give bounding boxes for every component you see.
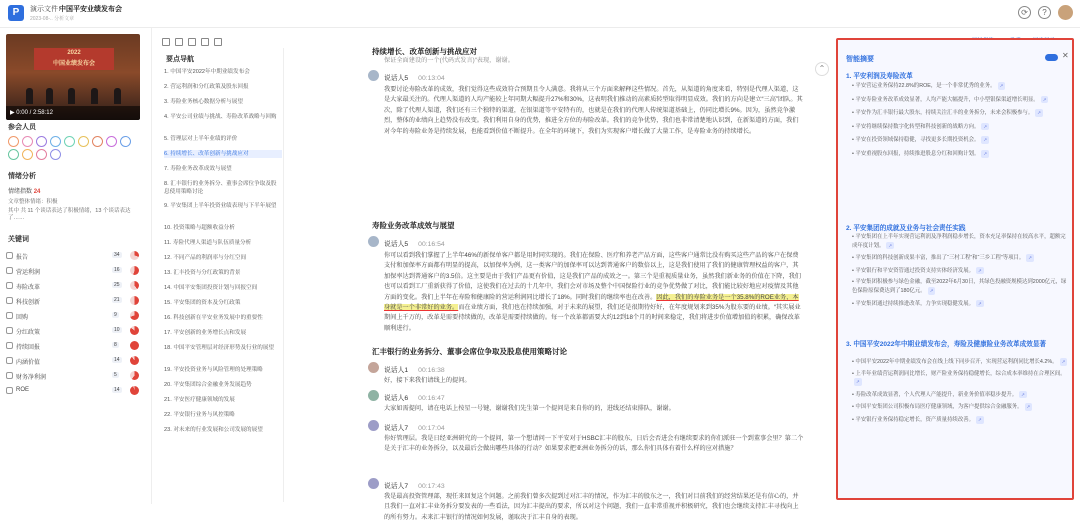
summary-item: • 平安营运业务保持22.8%的ROE，是一个非常优秀的业务。 ↗	[852, 83, 1004, 89]
keyword-item[interactable]	[6, 385, 144, 398]
summary-list	[852, 82, 1068, 164]
source-tag[interactable]: ↗	[929, 287, 934, 293]
keyword-label: 财务净利润	[16, 375, 47, 381]
close-icon[interactable]: ✕	[1062, 51, 1069, 60]
source-tag[interactable]: ↗	[1026, 404, 1031, 410]
outline-item[interactable]: 13. 汇丰投资与分红政策的背景	[164, 270, 241, 276]
keyword-count: 21	[114, 297, 120, 303]
keyword-icon	[6, 342, 13, 349]
outline-item[interactable]: 20. 平安集团综合金融业务发展趋势	[164, 382, 252, 388]
speaker-avatar	[368, 362, 379, 373]
participant-avatar[interactable]	[106, 136, 117, 147]
participant-avatar[interactable]	[120, 136, 131, 147]
sentiment-text: 文章整体情绪：积极	[8, 199, 58, 205]
sentiment-pie	[130, 356, 139, 365]
sentiment-pie	[130, 326, 139, 335]
outline-item[interactable]: 22. 平安银行业务与风控策略	[164, 412, 235, 418]
sentiment-pie	[130, 371, 139, 380]
summary-item: • 上半年业绩营运利润同比增长，财产险业务保持稳健增长，综合成本率维持在合理区间。↗	[852, 370, 1066, 385]
source-tag[interactable]: ↗	[1042, 96, 1047, 102]
summary-item: • 寿险改革成效显著，个人代理人产能提升，新业务价值率稳步提升。 ↗	[852, 391, 1025, 398]
outline-item[interactable]: 9. 平安集团上半年投资业绩表现与下半年展望	[164, 203, 277, 209]
keyword-icon	[6, 357, 13, 364]
outline-item[interactable]: 21. 平安医疗健康领域的发展	[164, 397, 235, 403]
keyword-item[interactable]	[6, 325, 144, 338]
user-avatar[interactable]	[1058, 5, 1073, 20]
keyword-icon	[6, 327, 13, 334]
outline-title: 要点导航	[166, 56, 194, 63]
video-person	[91, 88, 98, 104]
source-tag[interactable]: ↗	[983, 123, 988, 129]
summary-item: • 平安集团的科技创新成果丰富，推出了“三村工程”和“三乡工程”等项目。 ↗	[852, 255, 1033, 262]
speaker-avatar	[368, 236, 379, 247]
video-person	[68, 88, 75, 104]
summary-section-title: 3. 中国平安2022年中期业绩发布会，寿险及健康险业务改革成效显著	[846, 341, 1047, 348]
paragraph: 你好管理层。我是日经亚洲研究的一个提问，第一个想请问一下平安对于HSBC汇丰的股东，日后会否进会有继续要求的你们派驻一个到董事会里？第二个是关于汇丰的业务拆分，以及最后会做出哪些具体的行动？如果要求把亚洲业务拆分的话，那么你们具体有着什么样的应对措施？	[384, 435, 804, 453]
participant-avatar[interactable]	[78, 136, 89, 147]
top-bar	[0, 0, 1080, 28]
summary-section-title: 2. 平安集团的成就及业务与社会责任实践	[846, 225, 966, 232]
source-tag[interactable]: ↗	[983, 150, 988, 156]
speaker-label[interactable]: 说话人7 00:17:43	[384, 483, 445, 490]
keyword-count: 9	[114, 312, 117, 318]
source-tag[interactable]: ↗	[888, 242, 893, 248]
highlighted-text: 因此，我们的寿险业务是一个35.8%的ROE业务，本身就是一个非常好的业务。	[384, 293, 799, 312]
keyword-icon	[6, 267, 13, 274]
keyword-count: 14	[114, 357, 120, 363]
outline-item[interactable]: 7. 寿险业务改革成效与展望	[164, 166, 232, 172]
participant-avatar[interactable]	[8, 149, 19, 160]
keyword-count: 16	[114, 267, 120, 273]
outline-item[interactable]: 18. 中国平安管理层对经济形势及行业的展望	[164, 345, 275, 351]
keyword-count: 5	[114, 372, 117, 378]
keyword-item[interactable]	[6, 295, 144, 308]
summary-title: 智能摘要	[846, 56, 874, 63]
export-icon[interactable]	[214, 38, 222, 46]
speaker-label[interactable]: 说话人6 00:16:47	[384, 395, 445, 402]
speaker-label[interactable]: 说话人7 00:17:04	[384, 425, 445, 432]
speaker-avatar	[368, 390, 379, 401]
doc-title: 中国平安业绩发布会	[59, 6, 122, 13]
sentiment-title: 情绪分析	[8, 173, 36, 180]
paragraph: 我是最高投资管理部，现任来回复这个问题。之前我们曾多次提到过对汇丰的情况，作为汇丰的股东之一，我们对目前我们的经营结果还是有信心的，并且我们一直对汇丰业务拆分要发表的一些看法，因为汇丰提出的要求，所以对这个问题，我们一直非常重视并积极研究，我们也会继续支持汇丰寻找向上的所有努力。未来汇丰银行的情况如何发展，谨取决于汇丰自身的表现。	[384, 493, 799, 521]
keyword-label: 营运利润	[16, 270, 41, 276]
app-logo: P	[8, 5, 24, 21]
summary-item: • 平安将继续保持数字化转型和科技创新的战略方向。 ↗	[852, 123, 988, 130]
keyword-count: 34	[114, 252, 120, 258]
source-tag[interactable]: ↗	[978, 300, 982, 306]
keyword-label: 寿险改革	[16, 285, 41, 291]
paragraph: 好，接下来我们请线上的提问。	[384, 377, 471, 384]
outline-item[interactable]: 10. 投资策略与超额收益分析	[164, 225, 235, 231]
outline-item[interactable]: 6. 持续增长、改革创新与挑战应对	[164, 150, 282, 158]
keyword-label: 回购	[16, 315, 29, 321]
source-tag[interactable]: ↗	[978, 416, 982, 422]
paragraph: 你可以看到我们掌握了上半年46%的新保单客户都是用时同实现的。我们在保险、医疗和养老产品方面，这些客户通常比没有购买这些产品的客户在保费支付和加保率方面都有明显的提高，以加保率为例，这一类客户的加保率可以达到普通客户的数倍以上，这是我们使用了我们的健康管理权益的客户，其加保率达到普通客户的3.5倍。这主要是由于我们产品更有价值，这是我们产品的成效之一。第三个是重视质量业务，虽然我们新业务的价值在下降，我们也可以看到工厂重新获得了价值，这使我们在过去的十几年中，我们会对市场及整个中国保险行业的竞争优势做了对比，我们能比较好地应对疫情及其他方面的变化。我们上半年在寿险和健康险的营运利润同比增长了18%。同时我们的继续率也在改善。因此，我们的寿险业务是一个35.8%的ROE业务，本身就是一个非常好的业务。而在业绩方面，我们也在持续加强，对于未来的展望，我们还是很期待好好，在年度规划来到35%为股东要的业绩。“其实展业期间上千万的，改革是需要持续做的，改革是需要持续做的。每一个改革都需要大约12到18个月的时间来稳定，我们将进步价值增加值的积累，确保改革顺利进行。	[384, 252, 801, 332]
summary-item: • 平安集团通过持续推进改革，力争实现稳健发展。 ↗	[852, 300, 982, 307]
summary-item: • 平安重视股东回报，持续推进股息分红和回购计划。 ↗	[852, 150, 988, 157]
doc-meta: 2023-08-.. 分析文章	[30, 16, 75, 22]
toolbar	[162, 33, 262, 45]
keyword-icon	[6, 387, 13, 394]
video-person	[46, 88, 53, 104]
keyword-icon	[6, 282, 13, 289]
summary-list	[852, 234, 1068, 312]
outline-item[interactable]: 3. 寿险业务核心数据分析与展望	[164, 99, 243, 105]
keyword-item[interactable]	[6, 265, 144, 278]
source-tag[interactable]: ↗	[1028, 255, 1033, 261]
keyword-icon	[6, 252, 13, 259]
keyword-count: 25	[114, 282, 120, 288]
source-tag[interactable]: ↗	[983, 137, 988, 143]
participant-avatar[interactable]	[50, 149, 61, 160]
participant-avatar[interactable]	[36, 136, 47, 147]
speaker-label[interactable]: 说话人5 00:16:54	[384, 241, 445, 248]
participant-avatar[interactable]	[8, 136, 19, 147]
video-person	[114, 88, 121, 104]
summary-item: • 平安在投资领域保持稳健，寻找更多长期投资机会。 ↗	[852, 137, 988, 144]
outline-item[interactable]: 23. 对未来的行业发展和公司发展的展望	[164, 427, 263, 433]
source-tag[interactable]: ↗	[1021, 391, 1025, 397]
keyword-label: ROE	[16, 387, 30, 393]
sentiment-detail: 其中 共 11 个谈话表达了积极情绪，13 个谈话表达了……	[8, 208, 131, 221]
summary-item: • 平安集团积极参与绿色金融，截至2022年6月30日，其绿色投融资规模达到2000亿元，绿色保险原保费达到了180亿元。 ↗	[852, 279, 1067, 294]
keyword-item[interactable]	[6, 310, 144, 323]
left-panel	[0, 28, 152, 504]
collapse-icon[interactable]: ⌃	[815, 62, 829, 76]
summary-item: • 平安银行和平安资管通过投资支持实体经济发展。 ↗	[852, 267, 982, 274]
sentiment-pie	[130, 296, 139, 305]
keyword-icon	[6, 312, 13, 319]
participant-avatar[interactable]	[22, 149, 33, 160]
outline-panel	[158, 48, 284, 502]
source-tag[interactable]: ↗	[1061, 359, 1066, 364]
outline-item[interactable]: 14. 中国平安集团投资计划与回报空间	[164, 285, 258, 291]
section-title: 持续增长、改革创新与挑战应对	[372, 47, 477, 56]
keyword-item[interactable]	[6, 370, 144, 383]
keyword-icon	[6, 372, 13, 379]
sentiment-pie	[130, 386, 139, 395]
summary-panel	[836, 38, 1074, 500]
speaker-avatar	[368, 70, 379, 81]
sentiment-index: 情绪指数 24	[8, 189, 41, 195]
sentiment-pie	[130, 251, 139, 260]
paragraph: 我要讨论寿险改革的成效，我们觉得这些成效符合预期且令人满意。我将从三个方面来解释这些情况。首先，从渠道的角度来看，特别是代理人渠道，这是大家最关注的。代理人渠道的人均产能较上年同期大幅提升27%和30%，这表明我们推动的高素质转型取得明显成效。我们的方向是建立“三高”团队。其次，除了代理人渠道，我们还有三个独特的渠道，在银渠道等平安特有的，也就是在我们的代理人传统渠道基础上，仍同比增长9%。因为，虽然竞争激烈，整体的业绩向上趋势没有改变。我们利用自身的优势，推进全方位的寿险改革。我们的竞争优势，我们也非常清楚地认识到，在新渠道的方面，我们对今年的寿险业务是持续发展，也能看到价值不断提升。在全年的环境下，我们为实现客户增长做了大量工作，是寿险业务的持续增长。	[384, 86, 803, 135]
summary-section-title: 1. 平安利润及寿险改革	[846, 73, 913, 80]
speaker-avatar	[368, 420, 379, 431]
section-title: 寿险业务改革成效与展望	[372, 221, 455, 230]
doc-icon[interactable]	[201, 38, 209, 46]
video-player[interactable]	[6, 34, 140, 120]
outline-item[interactable]: 4. 平安公司业绩与挑战、寿险改革战略与回购	[164, 114, 277, 120]
video-time: 0:00 / 2:58:12	[16, 110, 53, 116]
keyword-count: 8	[114, 342, 117, 348]
outline-item[interactable]: 2. 营运利润和分红政策及股东回报	[164, 84, 249, 90]
summary-item: • 中国平安2022年中期业绩发布会在线上线下同步召开，实现营运利润同比增长4.2%。 ↗	[852, 359, 1066, 365]
outline-item[interactable]: 15. 平安集团的资本及分红政策	[164, 300, 241, 306]
participant-avatar[interactable]	[50, 136, 61, 147]
outline-item[interactable]: 17. 平安创新的业务增长点和发展	[164, 330, 247, 336]
summary-item: • 平安作为汇丰银行最大股东，持续关注汇丰的业务拆分，未来会积极参与。 ↗	[852, 110, 1042, 117]
outline-item[interactable]: 1. 中国平安2022年中期业绩发布会	[164, 69, 250, 75]
participant-avatar[interactable]	[64, 136, 75, 147]
participant-avatar[interactable]	[92, 136, 103, 147]
grid-icon[interactable]	[188, 38, 196, 46]
keyword-label: 内涵价值	[16, 360, 41, 366]
keyword-label: 科技创新	[16, 300, 41, 306]
paragraph: 大家如需提问，请在电话上按星一号键，谢谢我们先生第一个提问是来自你的的，进线还结束排队，谢谢。	[384, 405, 675, 412]
source-tag[interactable]: ↗	[856, 379, 860, 385]
summary-list	[852, 358, 1068, 429]
sentiment-pie	[130, 281, 139, 290]
participant-avatar[interactable]	[22, 136, 33, 147]
section-title: 汇丰银行的业务拆分、董事会席位争取及股息使用策略讨论	[372, 347, 567, 356]
doc-label: 演示文件：	[30, 6, 65, 13]
outline-item[interactable]: 11. 寿险代理人渠道与队伍质量分析	[164, 240, 252, 246]
keyword-icon	[6, 297, 13, 304]
outline-item[interactable]: 16. 科技创新在平安业务发展中的重要性	[164, 315, 263, 321]
outline-item[interactable]: 12. 不同产品的利润率与分红空间	[164, 255, 247, 261]
speaker-avatar	[368, 478, 379, 489]
keyword-item[interactable]	[6, 280, 144, 293]
sentiment-pie	[130, 266, 139, 275]
layout-icon[interactable]	[162, 38, 170, 46]
source-tag[interactable]: ↗	[1037, 110, 1042, 116]
participants-title: 参会人员	[8, 124, 36, 131]
speaker-label[interactable]: 说话人1 00:16:38	[384, 367, 445, 374]
outline-item[interactable]: 8. 汇丰银行的业务拆分、董事会席位争取及股息使用策略讨论	[164, 181, 277, 195]
summary-item: • 平安集团在上半年实现营运利润及净利润稳步增长，资本充足率保持在较高水平，超额完成年度计划。 ↗	[852, 234, 1066, 249]
video-person	[26, 88, 33, 104]
section-subtitle: 保证全面建设的一个(代码式发言)“表现，谢谢。	[384, 57, 514, 64]
keyword-item[interactable]	[6, 355, 144, 368]
speaker-label[interactable]: 说话人5 00:13:04	[384, 75, 445, 82]
list-icon[interactable]	[175, 38, 183, 46]
keyword-count: 10	[114, 327, 120, 333]
outline-item[interactable]: 5. 管理层对上半年业绩的评价	[164, 136, 238, 142]
keywords-title: 关键词	[8, 236, 29, 243]
keyword-label: 报告	[16, 255, 29, 261]
keyword-item[interactable]	[6, 340, 144, 353]
keyword-label: 分红政策	[16, 330, 41, 336]
summary-item: • 平安银行业务保持稳定增长，资产质量持续改善。 ↗	[852, 416, 982, 423]
source-tag[interactable]: ↗	[978, 267, 982, 273]
video-banner: 2022 中国业绩发布会	[34, 48, 114, 70]
help-icon[interactable]: ?	[1038, 6, 1051, 19]
participant-avatar[interactable]	[36, 149, 47, 160]
sentiment-pie	[130, 341, 139, 350]
outline-item[interactable]: 19. 平安投资业务与风险管理的处理策略	[164, 367, 263, 373]
keyword-item[interactable]	[6, 250, 144, 263]
summary-item: • 中国平安集团公司积极布局医疗健康领域，为客户提供综合金融服务。 ↗	[852, 404, 1031, 411]
keyword-count: 14	[114, 387, 120, 393]
sentiment-pie	[130, 311, 139, 320]
video-controls[interactable]: ▶ 0:00 / 2:58:12	[6, 106, 140, 120]
source-tag[interactable]: ↗	[999, 83, 1004, 88]
summary-toggle[interactable]	[1045, 54, 1058, 61]
transcript-panel	[340, 28, 810, 521]
keyword-label: 持续回报	[16, 345, 41, 351]
refresh-icon[interactable]: ⟳	[1018, 6, 1031, 19]
summary-item: • 平安寿险业务改革成效显著，人均产能大幅提升，中小型银保渠道增长明显。 ↗	[852, 96, 1047, 103]
